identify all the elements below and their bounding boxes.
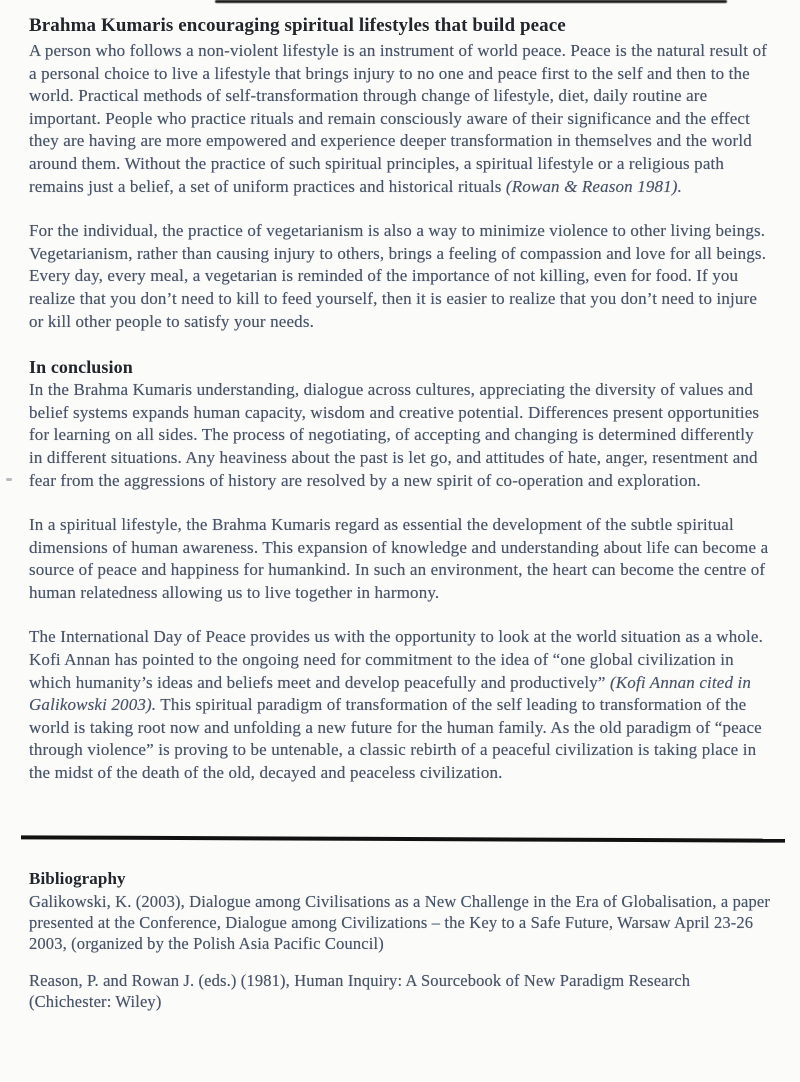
horizontal-divider — [21, 835, 785, 842]
paragraph-spiritual-lifestyle — [29, 40, 771, 198]
paragraph-dialogue-across-cultures: In the Brahma Kumaris understanding, dialogue across cultures, appreciating the diversity of values and belief systems expands human capacity, wisdom and creative potential. Differences present opportunities for learning on all sides. The process of negotiating, of accepting and changing is determined differently in different situations. Any heaviness about the past is let go, and attitudes of hate, anger, resentment and fear from the aggressions of history are resolved by a new spirit of co-operation and exploration. — [29, 380, 760, 490]
paragraph-international-day-of-peace — [29, 626, 771, 784]
document-title: Brahma Kumaris encouraging spiritual lifestyles that build peace — [29, 15, 566, 36]
bibliography-entry-galikowski: Galikowski, K. (2003), Dialogue among Civilisations as a New Challenge in the Era of Globalisation, a paper presented at the Conference, Dialogue among Civilizations – the Key to a Safe Future, Warsaw April 23-26 2003, (organized by the Polish Asia Pacific Council) — [29, 891, 770, 953]
citation-kofi-annan: (Kofi Annan cited in Galikowski 2003). — [29, 672, 752, 715]
paragraph-subtle-spiritual-dimensions: In a spiritual lifestyle, the Brahma Kumaris regard as essential the development of the subtle spiritual dimensions of human awareness. This expansion of knowledge and understanding about life can become a source of peace and happiness for humankind. In such an environment, the heart can become the centre of human relatedness allowing us to live together in harmony. — [29, 515, 769, 602]
paragraph-international-day-continued: This spiritual paradigm of transformation of the self leading to transformation of the world is taking root now and unfolding a new future for the human family. As the old paradigm of “peace through violence” is proving to be untenable, a classic rebirth of a peaceful civilization is taking place in the midst of the death of the old, decayed and peaceless civilization. — [29, 695, 762, 783]
paragraph-international-day-text: The International Day of Peace provides us with the opportunity to look at the world situation as a whole. Kofi Annan has pointed to the ongoing need for commitment to the idea of “one global civilization in which humanity’s ideas and beliefs meet and develop peacefully and productively” — [29, 627, 763, 692]
bibliography-heading: Bibliography — [29, 868, 126, 888]
citation-rowan-reason: (Rowan & Reason 1981). — [505, 176, 683, 196]
conclusion-heading: In conclusion — [29, 357, 133, 378]
paragraph-vegetarianism: For the individual, the practice of vegetarianism is also a way to minimize violence to other living beings. Vegetarianism, rather than causing injury to others, brings a feeling of compassion and love for all beings. Every day, every meal, a vegetarian is reminded of the importance of not killing, even for food. If you realize that you don’t need to kill to feed yourself, then it is easier to realize that you don’t need to injure or kill other people to satisfy your needs. — [29, 221, 767, 331]
paragraph-spiritual-lifestyle-text: A person who follows a non-violent lifestyle is an instrument of world peace. Peace is the natural result of a personal choice to live a lifestyle that brings injury to no one and peace first to the self and then to the world. Practical methods of self-transformation through change of lifestyle, diet, daily routine are important. People who practice rituals and remain consciously aware of their significance and the effect they are having are more empowered and experience deeper transformation in themselves and the world around them. Without the practice of such spiritual principles, a spiritual lifestyle or a religious path remains just a belief, a set of uniform practices and historical rituals — [29, 41, 768, 196]
bibliography-entry-reason-rowan: Reason, P. and Rowan J. (eds.) (1981), Human Inquiry: A Sourcebook of New Paradigm Research (Chichester: Wiley) — [29, 970, 691, 1011]
